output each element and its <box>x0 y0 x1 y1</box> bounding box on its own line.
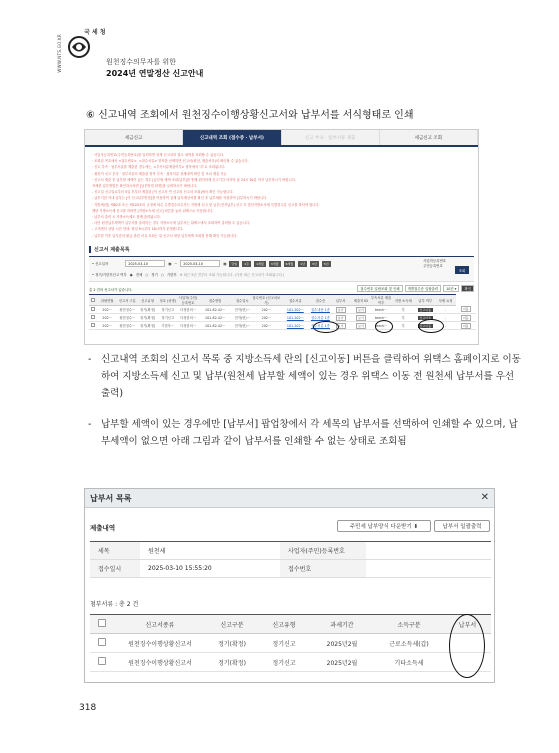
notice-line: - 납부한 이후 납부증과 환급 관련 서류 조회는 위 신고서 대상 납부세액 조회를 통해 확인 가능합니다. <box>92 233 238 238</box>
table-row: 원천징수이행상황신고서 정기(확정) 정기신고 2025년2월 기타소득세 <box>90 653 491 672</box>
col-header: 삭제 요청 <box>435 295 455 306</box>
tab-tax-inquiry[interactable]: 세금신고 조회 <box>380 130 478 145</box>
payment-slip-popup <box>84 488 495 683</box>
receipt-number-link[interactable]: 101-202··· <box>286 315 304 320</box>
table-row: 원천징수이행상황신고서 정기(확정) 정기신고 2025년2월 근로소득세(갑) <box>90 634 491 653</box>
received-date-value: 2025-03-10 15:55:20 <box>140 560 280 578</box>
confirm-button[interactable]: 확인 <box>461 285 474 292</box>
local-tax-move-button[interactable]: 신고이동 <box>419 307 432 312</box>
select-all-checkbox[interactable] <box>98 619 106 627</box>
report-list-screenshot <box>84 129 479 345</box>
notice-line: · 조회된 목록에서 <접수번호>, <접수서류> 항목을 선택하면 신고서(원천, 제출서식)의 확인할 수 있습니다. <box>92 159 249 164</box>
col-header: 납부 여부 <box>415 295 435 306</box>
table-row: 202··· 원천징수··· 정기(확정) 기한후··· 다정한의··· 101-82-42··· 전자(변)··· 202··· 101-202··· 접수서류 1종 보기 보기 teech··· 부 신고이동 - 이동 <box>89 322 476 330</box>
notice-line: - 납부기한 이내 납부는 [이 신고납부방법]을 이용하여 실제 납부계산서를 확인 후 납부세를 작성하여 납부하시기 바랍니다. <box>92 196 268 201</box>
filter-hint: ※ 최근 5년 전부터 조회 가능합니다. (가장 최근 신고서가 조회됩니다.) <box>179 273 285 277</box>
tab-report-history[interactable]: 신고내역 조회 (접수증 · 납부서) <box>183 130 281 145</box>
range-chip[interactable]: 6개월 <box>285 261 294 266</box>
table-row: 202··· 원천징수··· 정기(확정) 정기신고 다정한의··· 101-82-42··· 전자(변)··· 202··· 101-202··· 접수서류 1종 보기 보기 teech··· 부 신고이동 - 이동 <box>89 314 476 322</box>
biz-number-label: 사업자등록번호 주민등록번호 <box>423 259 446 268</box>
notice-line: - 고객센터 상담 시간 안내: 평일 9시부터 18시까지 운영합니다. <box>92 227 184 232</box>
popup-title: 납부서 목록 <box>90 493 132 503</box>
col-header: 접수방법 <box>198 295 232 306</box>
radio-icon[interactable]: ◉ <box>129 272 133 277</box>
radio-icon[interactable]: ○ <box>145 272 149 277</box>
date-to-input[interactable]: 2025-03-10 <box>180 260 220 267</box>
biz-number-value <box>366 542 491 560</box>
notice-line: - 원천이 신고 부속 · 첨부서류의 제출된 항목 부속 · 첨부서류 상세내역 확인 및 조치 제출 가능 <box>92 171 227 176</box>
tab-bar <box>85 130 478 147</box>
header-subtitle: 원천징수의무자를 위한 <box>106 58 176 66</box>
tab-tax-report[interactable]: 세금신고 <box>85 130 183 145</box>
col-header: 신고서 구분 <box>117 295 137 306</box>
close-icon[interactable]: ✕ <box>480 492 489 503</box>
biz-number-label: 사업자(주민)등록번호 <box>280 542 366 560</box>
list-subheading: 신고서 제출목록 <box>89 246 478 253</box>
local-tax-move-button[interactable]: 신고이동 <box>419 323 432 328</box>
list-count: 총 2 건의 신고서가 있습니다. <box>89 288 133 292</box>
receipt-view-button[interactable]: 보기 <box>337 315 344 320</box>
download-form-button[interactable]: 주민세 납부양식 다운받기 ⬇ <box>337 520 431 532</box>
range-chip[interactable]: 3년 <box>312 261 317 266</box>
notice-line: 자세한 납부방법은 확인하시려면 [납부방법 화면]을 클릭하시기 바랍니다. <box>92 184 198 189</box>
receipt-number-link[interactable]: 101-202··· <box>286 323 304 328</box>
payment-slip-button[interactable]: 보기 <box>357 307 364 312</box>
bulk-print-button[interactable]: 접수번호 일괄조회 및 인쇄 <box>357 285 402 292</box>
row-checkbox[interactable] <box>91 315 95 319</box>
side-url: WWW.NTS.GO.KR <box>57 34 62 73</box>
notice-line: · 사업자등록번호(주민등록번호)를 입력하면 현재 신고서의 접수 내역을 조회할 수 있습니다. <box>92 153 224 157</box>
documents-link[interactable]: 접수서류 1종 <box>310 324 330 328</box>
col-header: 지방 소득세 <box>391 295 415 306</box>
page-size-select[interactable]: 10건 ▾ <box>443 285 459 292</box>
submission-info-table <box>90 541 491 578</box>
col-header: 접수증 <box>310 295 330 306</box>
row-checkbox[interactable] <box>91 323 95 327</box>
col-header: 납부서 <box>444 615 491 634</box>
calendar-icon[interactable]: ▦ <box>168 261 172 266</box>
local-tax-move-button[interactable]: 신고이동 <box>419 315 432 320</box>
header-title: 2024년 연말정산 신고안내 <box>106 69 204 78</box>
col-header: 접수서류 <box>280 295 310 306</box>
notice-list <box>85 147 478 245</box>
submission-heading: 제출내역 <box>90 524 116 532</box>
col-header: 사업자(주민) 등록번호 <box>178 296 198 305</box>
row-checkbox[interactable] <box>91 307 95 311</box>
date-from-input[interactable]: 2025-03-10 <box>125 260 165 267</box>
tab-attachments[interactable]: 신고 부속 · 첨부서류 제출 <box>282 130 380 145</box>
type-label: • 정기/기한후신고 여부 <box>92 273 127 277</box>
notice-line: · 지방세(법) 제82조 또는 제103조의 규정에 따른 특별징수의무자는 지방세 신고 및 납부(전자납부) 신고 후 법인지방소득세 특별징수분 신고를 하셔야 합니다. <box>92 202 320 207</box>
notice-line: - 다만 원천납부세액이 납부서를 출력하는 경우 지방소득세 납부서는 위택스에서 조회하여 출력할 수 있습니다. <box>92 221 251 226</box>
row-checkbox[interactable] <box>98 638 106 646</box>
table-row: 202··· 원천징수··· 정기(확정) 정기신고 다정한의··· 101-82-42··· 전자(변)··· 202··· 101-202··· 접수내용 1종 보기 보기 teech··· 부 신고이동 - 이동 <box>89 306 476 314</box>
col-header: 신고유형 <box>258 615 310 634</box>
range-chip[interactable]: 1개월 <box>256 261 264 266</box>
tax-value: 원천세 <box>140 542 280 560</box>
receipt-number-link[interactable]: 101-202··· <box>286 307 304 312</box>
period-label: • 신고일자 <box>92 262 109 266</box>
range-chip[interactable]: 당일 <box>231 261 238 266</box>
notice-line: - 신고일 신고일로부터 5일 후부터 제출된 [이 신고서 연 신고의 신고서 조회]에서 확인 가능합니다. <box>92 190 234 195</box>
radio-icon[interactable]: ○ <box>160 272 164 277</box>
col-header: 과세기간 <box>310 615 374 634</box>
attachment-count: 첨부서류 : 총 2 건 <box>90 601 139 608</box>
documents-link[interactable]: 접수서류 1종 <box>310 316 330 320</box>
notice-line: · 신고 부속 · 첨부서류를 제출한 경우에는, <부속서류제출여부> 항목에서 '부'로 조회됩니다. <box>92 165 226 170</box>
col-header: 제출자 ID <box>351 295 371 306</box>
delete-request-button[interactable]: 이동 <box>462 323 469 328</box>
receipt-print-button[interactable]: 개별접수증 일괄출력 <box>405 285 442 292</box>
bullet-text: - 신고내역 조회의 신고서 목록 중 지방소득세 란의 [신고이동] 버튼을 클릭하여 위택스 홈페이지로 이동하여 지방소득세 신고 및 납부(원천세 납부할 세액이 있는 경우 위택스 이동 전 원천세 납부서를 우선 출력) <box>88 354 521 399</box>
receipt-view-button[interactable]: 보기 <box>337 323 344 328</box>
calendar-icon[interactable]: ▦ <box>223 261 227 266</box>
popup-title-bar <box>85 489 494 508</box>
select-all-checkbox[interactable] <box>91 298 95 302</box>
col-header: 납부서 <box>331 295 351 306</box>
delete-request-button[interactable]: 이동 <box>462 315 469 320</box>
notice-line: · 납부서 출력 시 지방소득세도 함께 출력됩니다. <box>92 215 161 220</box>
range-chip[interactable]: 1주 <box>244 261 250 266</box>
range-chip[interactable]: 5년 <box>323 261 329 266</box>
highlight-oval-payment-slip-column <box>449 614 485 678</box>
col-header: 신고구분 <box>206 615 258 634</box>
delete-request-button[interactable]: 이동 <box>462 307 469 312</box>
page-number: 318 <box>79 703 97 713</box>
range-chip[interactable]: 3개월 <box>270 261 279 266</box>
col-header: 부속서류 제출여부 <box>370 296 392 305</box>
logo-text: 국 세 청 <box>84 29 106 36</box>
highlight-oval-local-tax <box>418 319 444 333</box>
col-header: 과세연월 <box>97 295 117 306</box>
bullet-text: - 납부할 세액이 있는 경우에만 [납부서] 팝업창에서 각 세목의 납부서를 선택하여 인쇄할 수 있으며, 납부세액이 없으면 아래 그림과 같이 납부서를 인쇄할 수 없는 상태로 조회됨 <box>88 419 518 447</box>
tax-label: 세목 <box>90 542 140 560</box>
receipt-number-label: 접수번호 <box>280 560 366 578</box>
col-header: 접수번호 (신고서보기) <box>252 296 281 305</box>
col-header: 상호 (성명) <box>158 295 178 306</box>
col-header: 신고유형 <box>137 295 157 306</box>
print-all-button[interactable]: 납부서 일괄출력 <box>434 520 490 532</box>
received-date-label: 접수일시 <box>90 560 140 578</box>
section-title: ⑥ 신고내역 조회에서 원천징수이행상황신고서와 납부서를 서식형태로 인쇄 <box>86 110 414 121</box>
documents-link[interactable]: 접수내용 1종 <box>310 308 330 312</box>
notice-line: 해당 지방소득세 신고를 하려면 [지방소득세 신고] 버튼을 눌러 위택스로 이동합니다. <box>92 208 214 213</box>
row-checkbox[interactable] <box>98 657 106 665</box>
col-header: 소득구분 <box>374 615 444 634</box>
receipt-view-button[interactable]: 보기 <box>337 307 344 312</box>
notice-line: · 신고서 제출 후 납부할 세액이 있는 경우 [납부할 세액 조회/납부]를 통해 편리하게 신고기간 마지막 날 24시 30분 까지 납부하시기 바랍니다. <box>92 177 296 182</box>
attachment-table <box>90 614 491 672</box>
highlight-oval-payment <box>375 320 393 333</box>
payment-slip-button[interactable]: 보기 <box>357 315 364 320</box>
col-header: 신고서종류 <box>114 615 206 634</box>
payment-slip-button[interactable]: 보기 <box>357 323 364 328</box>
search-button[interactable]: 조회 <box>455 266 469 274</box>
receipt-number-value <box>366 560 491 578</box>
search-filter: • 신고일자 2025-03-10 ▦ ~ 2025-03-10 ▦ 당일 1주 1개월 3개월 6개월 1년 3년 5년 • 정기/기한후신고 여부 ◉ 전체 ○ 정기 ○ 기한후 ※ 최근 5년 전부터 조회 가능합니다. (가장 최근 신고서가 조회됩니다.) 사업자등록번호 주민등록번호 조회 <box>89 256 474 282</box>
list-toolbar <box>89 285 474 294</box>
highlight-oval-receipt <box>310 321 339 333</box>
range-chip[interactable]: 1년 <box>300 261 306 266</box>
col-header: 접수일시 <box>232 295 252 306</box>
